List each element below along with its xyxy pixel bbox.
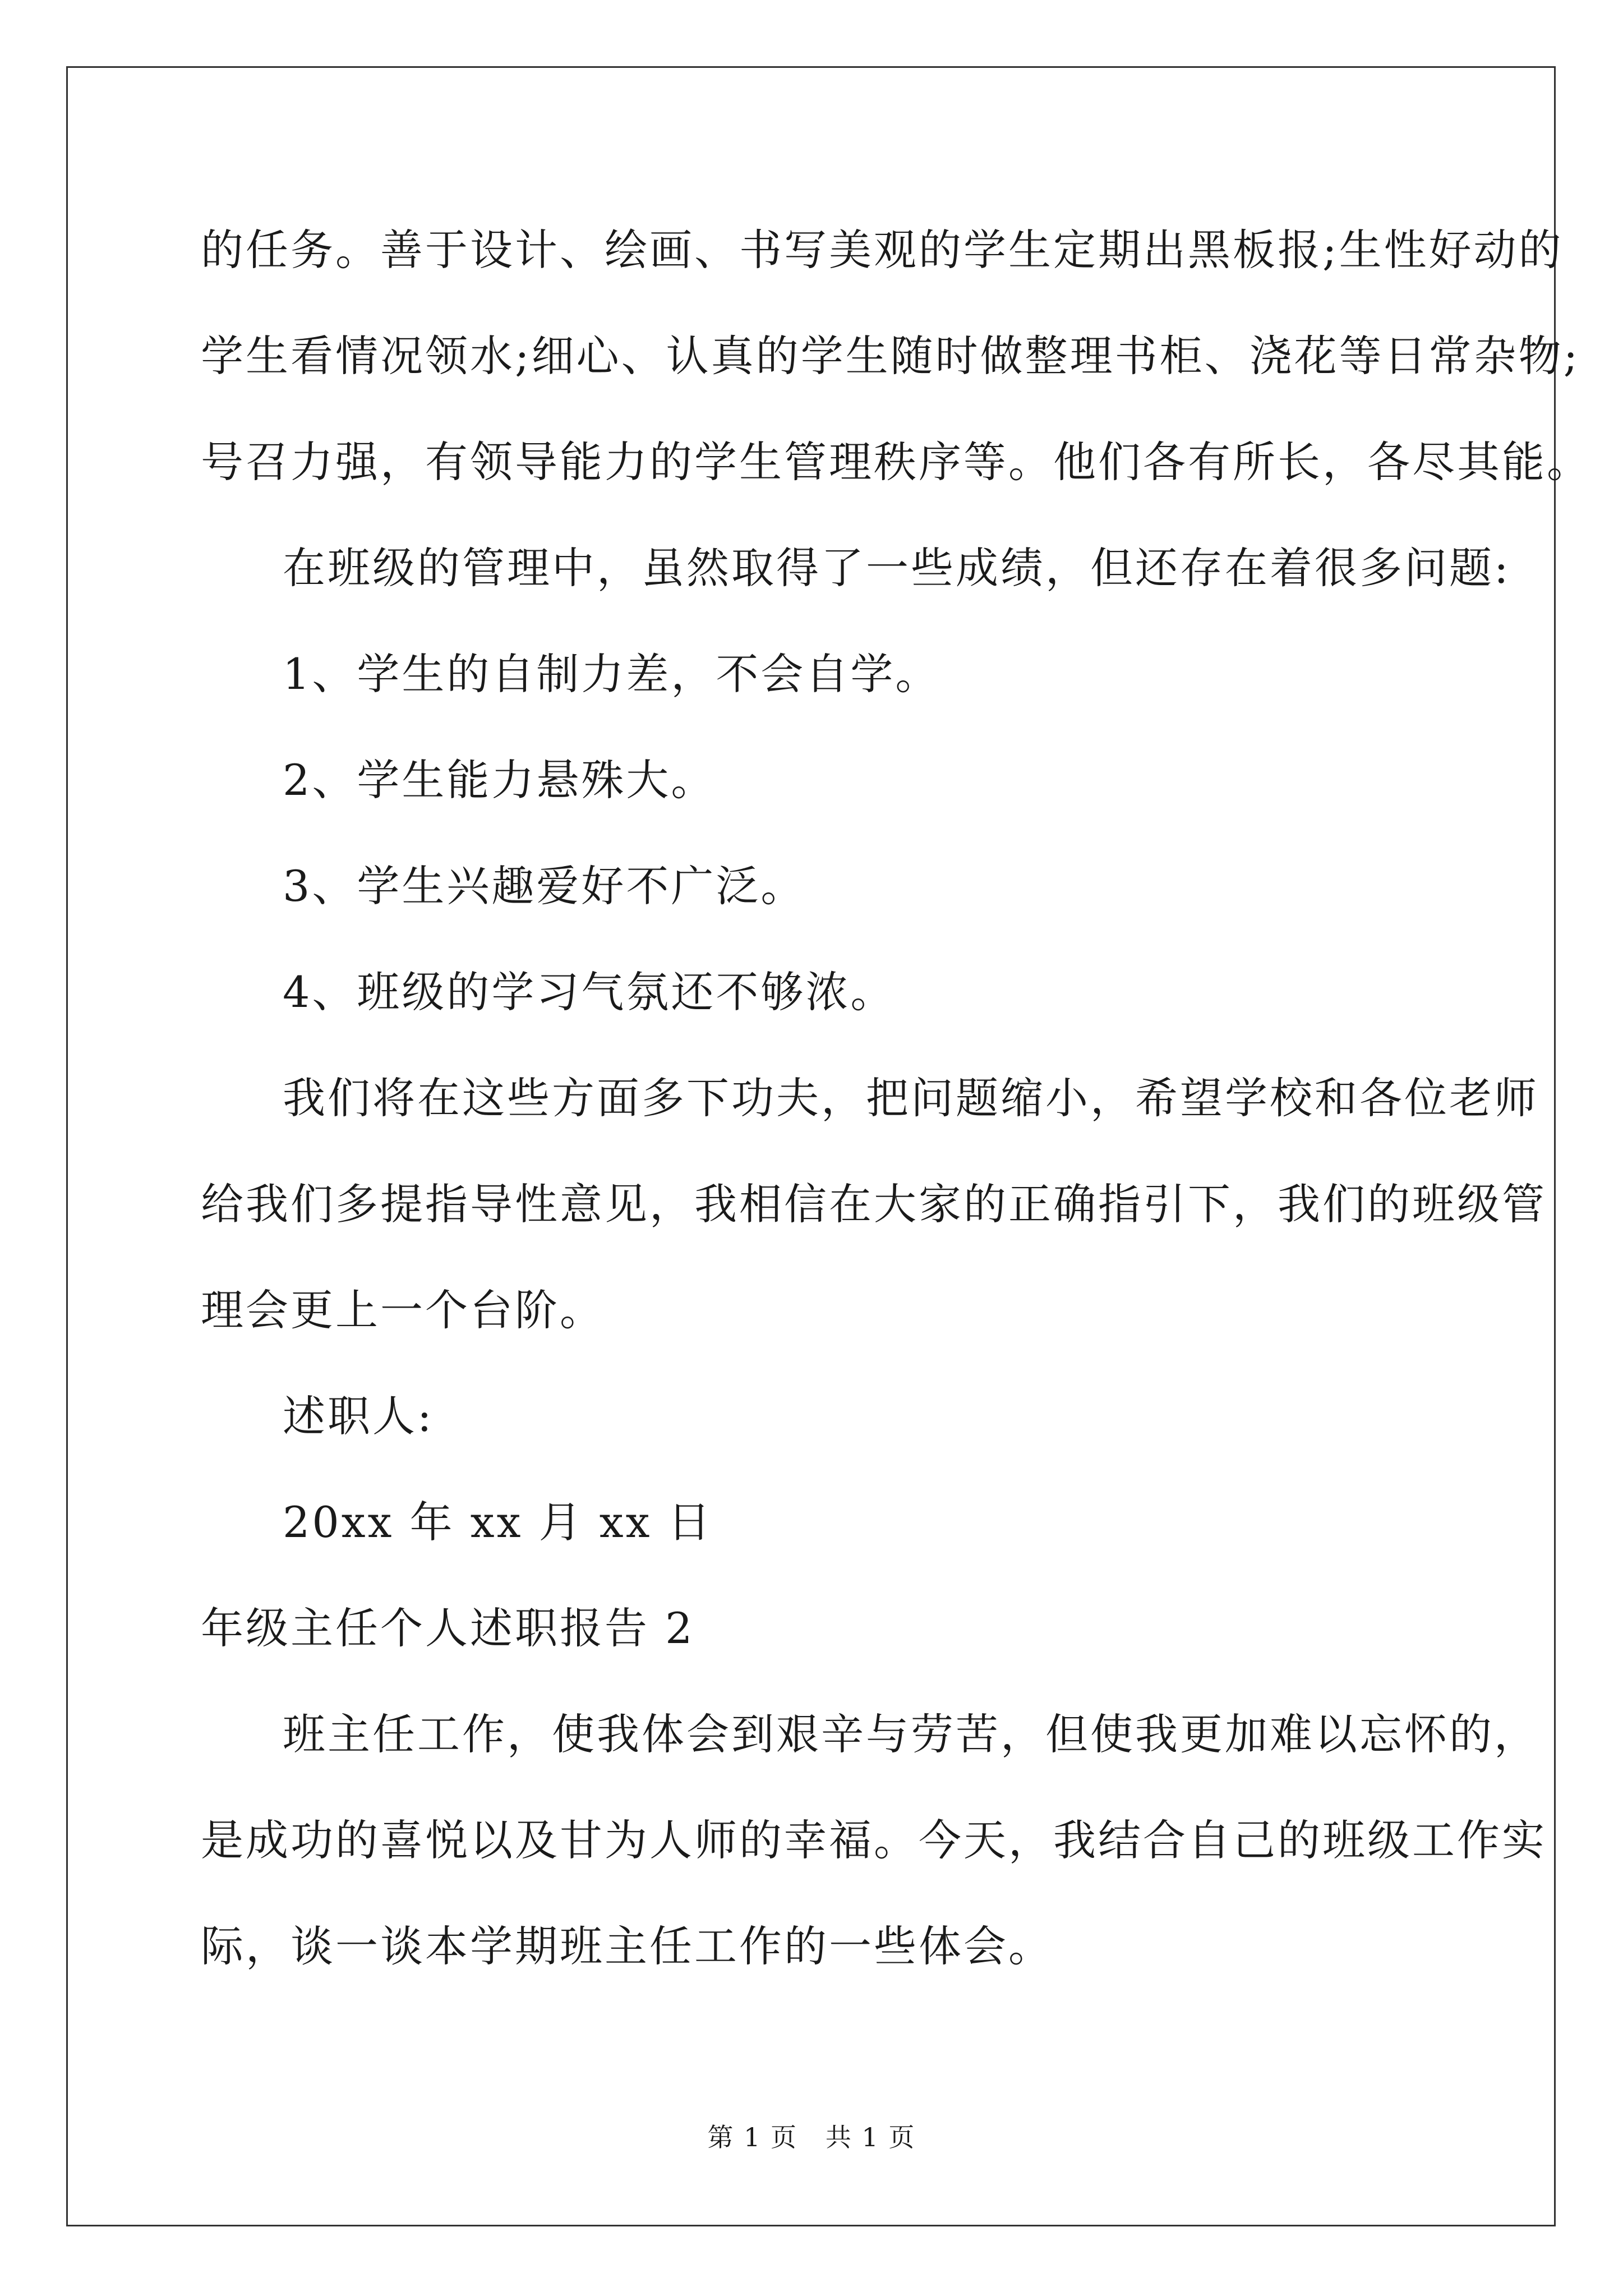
paragraph-line: 理会更上一个台阶。 <box>201 1285 605 1335</box>
paragraph-line: 学生看情况领水;细心、认真的学生随时做整理书柜、浇花等日常杂物; <box>201 331 1580 381</box>
paragraph-line: 是成功的喜悦以及甘为人师的幸福。今天，我结合自己的班级工作实 <box>201 1815 1547 1865</box>
paragraph-line: 给我们多提指导性意见，我相信在大家的正确指引下，我们的班级管 <box>201 1179 1547 1229</box>
page-number-footer: 第 1 页 共 1 页 <box>707 2122 916 2152</box>
list-item: 3、学生兴趣爱好不广泛。 <box>283 861 806 911</box>
paragraph-line: 际，谈一谈本学期班主任工作的一些体会。 <box>201 1921 1053 1971</box>
section-title: 年级主任个人述职报告 2 <box>201 1603 695 1653</box>
paragraph-line: 号召力强，有领导能力的学生管理秩序等。他们各有所长，各尽其能。 <box>201 437 1592 487</box>
paragraph-line: 的任务。善于设计、绘画、书写美观的学生定期出黑板报;生性好动的 <box>201 225 1564 275</box>
list-item: 1、学生的自制力差，不会自学。 <box>283 649 940 699</box>
paragraph-line: 在班级的管理中，虽然取得了一些成绩，但还存在着很多问题: <box>283 543 1511 593</box>
paragraph-line: 班主任工作，使我体会到艰辛与劳苦，但使我更加难以忘怀的， <box>283 1709 1539 1759</box>
list-item: 4、班级的学习气氛还不够浓。 <box>283 967 896 1017</box>
list-item: 2、学生能力悬殊大。 <box>283 755 716 805</box>
paragraph-line: 我们将在这些方面多下功夫，把问题缩小，希望学校和各位老师 <box>283 1073 1539 1123</box>
page-border <box>66 66 1556 2226</box>
signature-label: 述职人: <box>283 1391 434 1441</box>
date-line: 20xx 年 xx 月 xx 日 <box>283 1497 713 1547</box>
